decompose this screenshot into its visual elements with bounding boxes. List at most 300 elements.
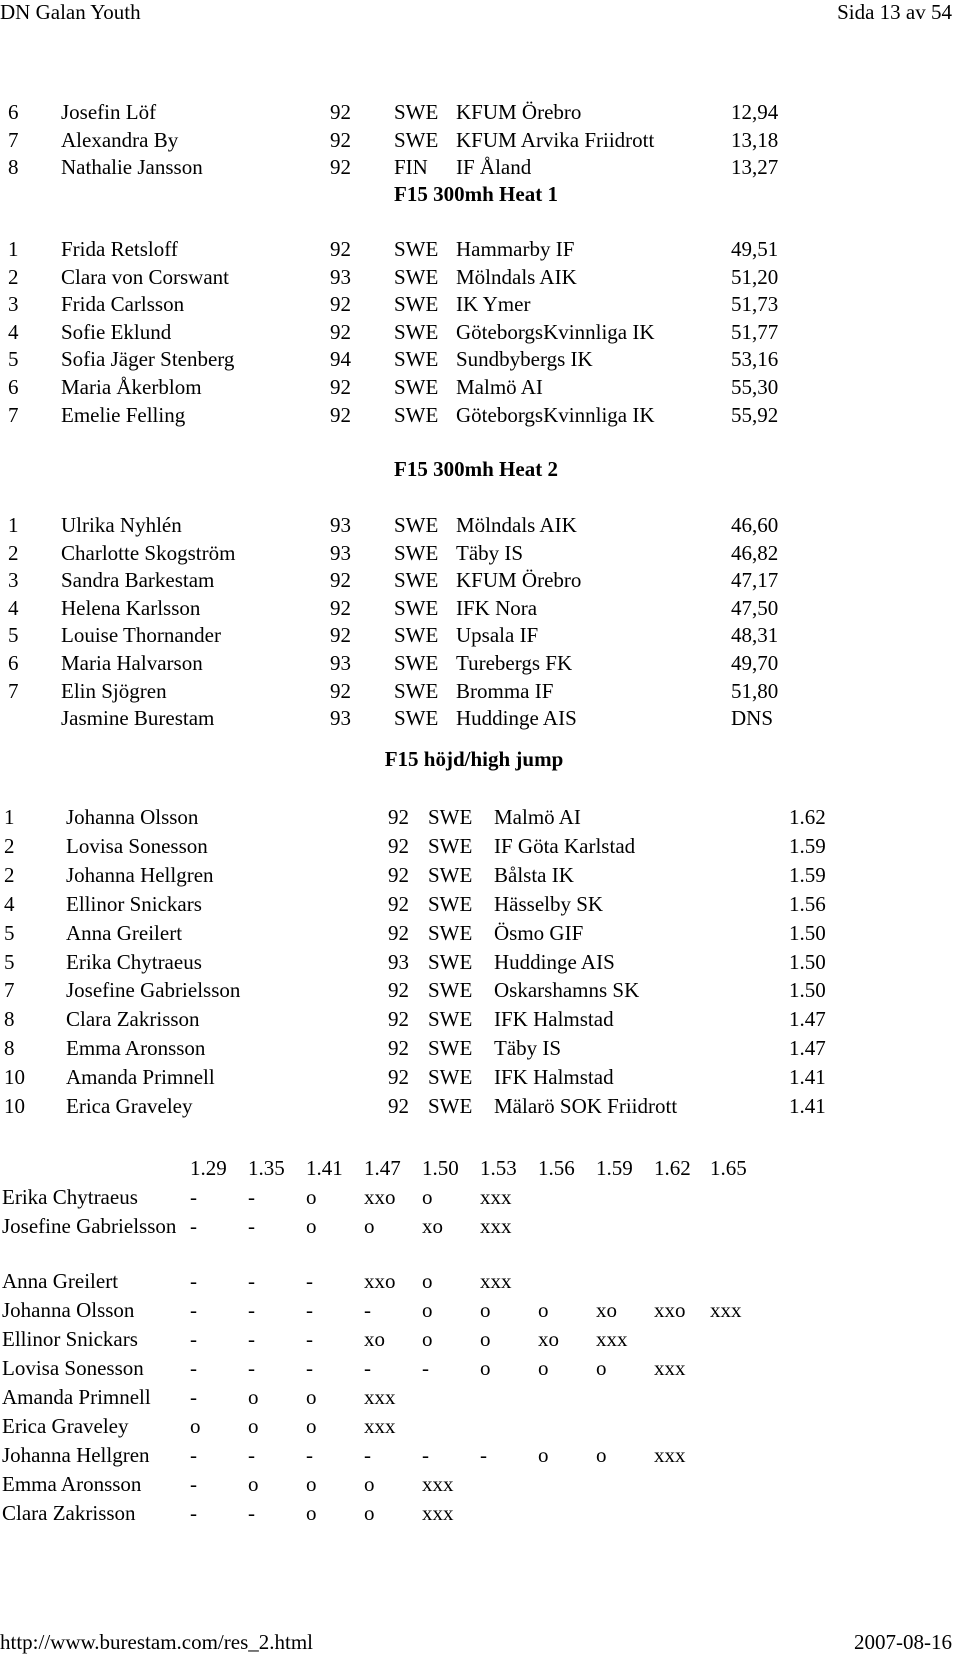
attempt-mark: xxo [654,1298,686,1322]
cell-place: 10 [4,1065,25,1090]
attempts-row [0,1383,960,1412]
attempt-mark: xxx [480,1214,512,1238]
cell-name: Sofie Eklund [61,319,172,344]
cell-name: Lovisa Sonesson [66,833,208,858]
cell-nat: SWE [428,920,473,945]
athlete-name: Lovisa Sonesson [2,1356,144,1380]
attempt-mark: - [190,1443,197,1467]
cell-name: Johanna Hellgren [66,862,214,887]
attempts-row [0,1212,960,1241]
cell-year: 92 [330,595,351,620]
result-row [0,290,960,319]
cell-year: 92 [330,568,351,593]
cell-result: 51,73 [731,292,779,317]
result-row [0,832,960,861]
cell-club: IK Ymer [456,292,531,317]
cell-name: Sofia Jäger Stenberg [61,347,235,372]
cell-name: Josefin Löf [61,100,157,124]
attempt-mark: - [364,1443,371,1467]
cell-nat: SWE [428,949,473,974]
cell-result: 49,51 [731,237,779,261]
height-label: 1.62 [654,1156,691,1180]
cell-place: 2 [8,264,19,289]
cell-club: Hässelby SK [494,891,604,916]
result-row [0,677,960,706]
athlete-name: Erica Graveley [2,1414,129,1438]
attempt-mark: xo [596,1298,617,1322]
cell-result: 13,27 [731,155,779,180]
athlete-name: Erika Chytraeus [2,1185,138,1209]
height-label: 1.59 [596,1156,633,1180]
attempt-mark: o [364,1501,375,1525]
attempts-row [0,1412,960,1441]
cell-club: Malmö AI [494,805,581,829]
attempt-mark: - [248,1214,255,1238]
cell-nat: SWE [394,513,439,537]
cell-club: Mölndals AIK [456,513,577,537]
cell-year: 93 [330,706,351,731]
attempt-mark: o [306,1414,317,1438]
attempts-heights-header [0,1154,960,1183]
cell-name: Anna Greilert [66,920,183,945]
attempt-mark: o [480,1327,491,1351]
cell-place: 8 [4,1007,15,1032]
attempt-mark: o [596,1356,607,1380]
attempt-mark: xxx [480,1269,512,1293]
result-row [0,803,960,832]
cell-club: IFK Halmstad [494,1065,614,1090]
cell-name: Johanna Olsson [66,805,199,829]
cell-year: 92 [388,891,409,916]
cell-nat: SWE [394,292,439,317]
cell-nat: SWE [394,568,439,593]
cell-result: 1.50 [789,949,826,974]
cell-name: Erica Graveley [66,1094,193,1118]
result-row [0,126,960,155]
cell-club: Bålsta IK [494,862,574,887]
cell-nat: SWE [394,651,439,675]
cell-name: Emelie Felling [61,402,186,427]
result-row [0,1092,960,1121]
attempts-row [0,1267,960,1296]
attempt-mark: xxo [364,1185,396,1209]
cell-year: 92 [388,862,409,887]
attempts-row [0,1325,960,1354]
attempt-mark: xxx [654,1443,686,1467]
attempt-mark: o [538,1443,549,1467]
result-row [0,1034,960,1063]
cell-name: Maria Åkerblom [61,375,202,399]
cell-club: Huddinge AIS [456,706,577,731]
cell-name: Emma Aronsson [66,1036,206,1061]
result-row [0,401,960,430]
page-header-title: DN Galan Youth [0,0,141,24]
cell-result: 12,94 [731,100,779,124]
result-row [0,861,960,890]
attempts-row [0,1354,960,1383]
cell-club: KFUM Örebro [456,568,582,593]
cell-name: Jasmine Burestam [61,706,215,731]
cell-year: 92 [330,678,351,703]
result-row [0,976,960,1005]
cell-place: 7 [8,678,19,703]
cell-year: 92 [388,1094,409,1118]
cell-club: Täby IS [456,540,524,565]
cell-nat: SWE [394,264,439,289]
cell-place: 7 [8,127,19,152]
attempt-mark: xxx [364,1414,396,1438]
attempt-mark: xxx [480,1185,512,1209]
attempt-mark: xo [364,1327,385,1351]
cell-result: 1.41 [789,1094,826,1118]
section-title-heat-2: F15 300mh Heat 2 [394,457,558,481]
cell-nat: SWE [394,678,439,703]
cell-result: 51,77 [731,319,779,344]
cell-place: 5 [8,623,19,648]
cell-name: Louise Thornander [61,623,221,648]
attempt-mark: o [364,1472,375,1496]
cell-name: Alexandra By [61,127,179,152]
footer-url: http://www.burestam.com/res_2.html [0,1630,314,1654]
cell-place: 4 [4,891,15,916]
height-label: 1.41 [306,1156,343,1180]
attempt-mark: xxx [422,1501,454,1525]
cell-year: 92 [330,292,351,317]
cell-name: Clara von Corswant [61,264,229,289]
attempt-mark: o [538,1356,549,1380]
result-row [0,373,960,402]
attempt-mark: xxx [364,1385,396,1409]
cell-nat: SWE [394,347,439,372]
cell-place: 10 [4,1094,25,1118]
attempts-row [0,1470,960,1499]
cell-year: 92 [388,833,409,858]
attempt-mark: o [538,1298,549,1322]
section-title-heat-1: F15 300mh Heat 1 [394,182,558,206]
cell-nat: SWE [394,237,439,261]
cell-nat: SWE [394,623,439,648]
athlete-name: Ellinor Snickars [2,1327,138,1351]
height-label: 1.65 [710,1156,747,1180]
result-row [0,235,960,264]
attempt-mark: o [480,1356,491,1380]
cell-result: 1.56 [789,891,826,916]
cell-place: 6 [8,375,19,399]
cell-club: Sundbybergs IK [456,347,593,372]
attempt-mark: o [422,1269,433,1293]
attempt-mark: - [190,1214,197,1238]
cell-year: 92 [330,375,351,399]
attempt-mark: xxx [710,1298,742,1322]
attempt-mark: - [306,1298,313,1322]
result-row [0,919,960,948]
cell-nat: SWE [428,1036,473,1061]
cell-place: 3 [8,292,19,317]
attempt-mark: o [306,1185,317,1209]
result-row [0,621,960,650]
height-label: 1.35 [248,1156,285,1180]
cell-year: 92 [330,623,351,648]
cell-year: 92 [330,402,351,427]
result-row [0,263,960,292]
cell-nat: SWE [428,978,473,1003]
cell-place: 3 [8,568,19,593]
cell-club: KFUM Arvika Friidrott [456,127,655,152]
cell-club: GöteborgsKvinnliga IK [456,319,655,344]
cell-year: 92 [388,1036,409,1061]
cell-year: 92 [330,127,351,152]
cell-club: GöteborgsKvinnliga IK [456,402,655,427]
cell-year: 92 [330,155,351,180]
attempt-mark: o [306,1472,317,1496]
cell-year: 92 [388,805,409,829]
result-row [0,345,960,374]
cell-nat: SWE [394,595,439,620]
cell-place: 8 [4,1036,15,1061]
attempt-mark: o [480,1298,491,1322]
cell-place: 7 [8,402,19,427]
attempts-row [0,1499,960,1528]
cell-place: 5 [8,347,19,372]
cell-result: 1.41 [789,1065,826,1090]
cell-result: 53,16 [731,347,779,372]
cell-club: IF Göta Karlstad [494,833,636,858]
cell-result: 49,70 [731,651,779,675]
cell-result: 46,60 [731,513,779,537]
attempts-row [0,1183,960,1212]
attempt-mark: o [190,1414,201,1438]
cell-year: 92 [388,920,409,945]
cell-nat: SWE [394,402,439,427]
attempt-mark: - [190,1501,197,1525]
attempt-mark: - [306,1327,313,1351]
attempt-mark: - [306,1269,313,1293]
cell-name: Maria Halvarson [61,651,203,675]
cell-club: Mölndals AIK [456,264,577,289]
result-row [0,704,960,733]
result-row [0,594,960,623]
cell-nat: SWE [394,375,439,399]
cell-club: Malmö AI [456,375,543,399]
cell-nat: SWE [428,833,473,858]
cell-year: 92 [330,319,351,344]
cell-nat: SWE [394,100,439,124]
cell-name: Elin Sjögren [61,678,167,703]
attempt-mark: o [306,1501,317,1525]
result-row [0,511,960,540]
result-row [0,566,960,595]
attempt-mark: o [306,1214,317,1238]
cell-result: 1.62 [789,805,826,829]
attempt-mark: - [422,1356,429,1380]
cell-name: Clara Zakrisson [66,1007,200,1032]
cell-name: Erika Chytraeus [66,949,202,974]
athlete-name: Josefine Gabrielsson [2,1214,177,1238]
attempt-mark: o [422,1327,433,1351]
cell-place: 7 [4,978,15,1003]
attempt-mark: xxx [654,1356,686,1380]
athlete-name: Johanna Olsson [2,1298,135,1322]
cell-result: 51,80 [731,678,779,703]
cell-result: DNS [731,706,774,731]
cell-result: 1.50 [789,920,826,945]
athlete-name: Amanda Primnell [2,1385,151,1409]
cell-result: 46,82 [731,540,779,565]
cell-place: 1 [8,237,19,261]
cell-nat: FIN [394,155,428,180]
cell-name: Amanda Primnell [66,1065,215,1090]
cell-result: 51,20 [731,264,779,289]
cell-result: 1.47 [789,1036,826,1061]
attempt-mark: - [306,1443,313,1467]
cell-place: 4 [8,595,19,620]
attempt-mark: - [364,1356,371,1380]
attempt-mark: - [190,1327,197,1351]
result-row [0,318,960,347]
cell-year: 92 [388,1065,409,1090]
cell-result: 55,92 [731,402,779,427]
cell-name: Ellinor Snickars [66,891,202,916]
cell-result: 55,30 [731,375,779,399]
cell-result: 1.59 [789,833,826,858]
height-label: 1.47 [364,1156,401,1180]
athlete-name: Johanna Hellgren [2,1443,150,1467]
cell-name: Charlotte Skogström [61,540,236,565]
cell-name: Nathalie Jansson [61,155,203,180]
cell-year: 93 [330,540,351,565]
cell-club: Täby IS [494,1036,562,1061]
cell-club: Ösmo GIF [494,920,584,945]
cell-club: Bromma IF [456,678,554,703]
cell-nat: SWE [428,1094,473,1118]
result-row [0,948,960,977]
cell-result: 13,18 [731,127,779,152]
cell-result: 1.50 [789,978,826,1003]
result-row [0,98,960,127]
attempt-mark: - [248,1356,255,1380]
cell-place: 5 [4,920,15,945]
attempt-mark: - [190,1269,197,1293]
cell-nat: SWE [428,1007,473,1032]
attempt-mark: - [248,1185,255,1209]
cell-club: Hammarby IF [456,237,575,261]
cell-club: IFK Nora [456,595,538,620]
cell-place: 6 [8,100,19,124]
attempt-mark: - [248,1501,255,1525]
attempt-mark: - [190,1298,197,1322]
result-row [0,890,960,919]
attempt-mark: o [422,1185,433,1209]
cell-name: Sandra Barkestam [61,568,215,593]
cell-result: 47,50 [731,595,779,620]
attempt-mark: o [248,1385,259,1409]
cell-place: 2 [4,833,15,858]
attempt-mark: o [248,1472,259,1496]
athlete-name: Clara Zakrisson [2,1501,136,1525]
attempt-mark: - [190,1472,197,1496]
cell-club: KFUM Örebro [456,100,582,124]
cell-year: 94 [330,347,351,372]
cell-place: 5 [4,949,15,974]
attempts-row [0,1296,960,1325]
attempt-mark: o [364,1214,375,1238]
result-row [0,153,960,182]
athlete-name: Emma Aronsson [2,1472,142,1496]
attempt-mark: o [596,1443,607,1467]
result-row [0,649,960,678]
cell-year: 92 [388,1007,409,1032]
cell-year: 93 [330,513,351,537]
cell-club: Upsala IF [456,623,539,648]
cell-nat: SWE [428,805,473,829]
section-title-high-jump: F15 höjd/high jump [384,747,564,771]
attempt-mark: - [190,1356,197,1380]
cell-year: 93 [330,651,351,675]
attempt-mark: - [248,1269,255,1293]
cell-nat: SWE [394,540,439,565]
cell-club: IFK Halmstad [494,1007,614,1032]
cell-place: 2 [4,862,15,887]
result-row [0,1063,960,1092]
attempts-row [0,1441,960,1470]
result-row [0,1005,960,1034]
cell-club: Huddinge AIS [494,949,615,974]
cell-name: Josefine Gabrielsson [66,978,241,1003]
result-row [0,539,960,568]
cell-place: 4 [8,319,19,344]
attempt-mark: - [306,1356,313,1380]
cell-name: Frida Carlsson [61,292,185,317]
cell-result: 48,31 [731,623,779,648]
cell-name: Frida Retsloff [61,237,178,261]
cell-place: 6 [8,651,19,675]
footer-date: 2007-08-16 [854,1630,952,1654]
attempt-mark: o [248,1414,259,1438]
attempt-mark: o [422,1298,433,1322]
cell-result: 47,17 [731,568,779,593]
cell-name: Helena Karlsson [61,595,201,620]
attempt-mark: - [190,1185,197,1209]
attempt-mark: xo [538,1327,559,1351]
cell-nat: SWE [428,862,473,887]
height-label: 1.53 [480,1156,517,1180]
attempt-mark: - [422,1443,429,1467]
cell-place: 1 [4,805,15,829]
cell-club: IF Åland [456,155,532,180]
cell-club: Turebergs FK [456,651,573,675]
cell-nat: SWE [394,706,439,731]
height-label: 1.56 [538,1156,575,1180]
attempt-mark: xxx [422,1472,454,1496]
athlete-name: Anna Greilert [2,1269,119,1293]
attempt-mark: - [364,1298,371,1322]
cell-year: 92 [330,237,351,261]
attempt-mark: xo [422,1214,443,1238]
attempt-mark: - [480,1443,487,1467]
attempt-mark: - [248,1298,255,1322]
attempt-mark: xxx [596,1327,628,1351]
cell-year: 92 [330,100,351,124]
height-label: 1.29 [190,1156,227,1180]
cell-year: 93 [330,264,351,289]
cell-place: 1 [8,513,19,537]
attempt-mark: - [248,1443,255,1467]
cell-year: 93 [388,949,409,974]
cell-name: Ulrika Nyhlén [61,513,182,537]
cell-nat: SWE [428,891,473,916]
cell-place: 2 [8,540,19,565]
cell-nat: SWE [394,319,439,344]
